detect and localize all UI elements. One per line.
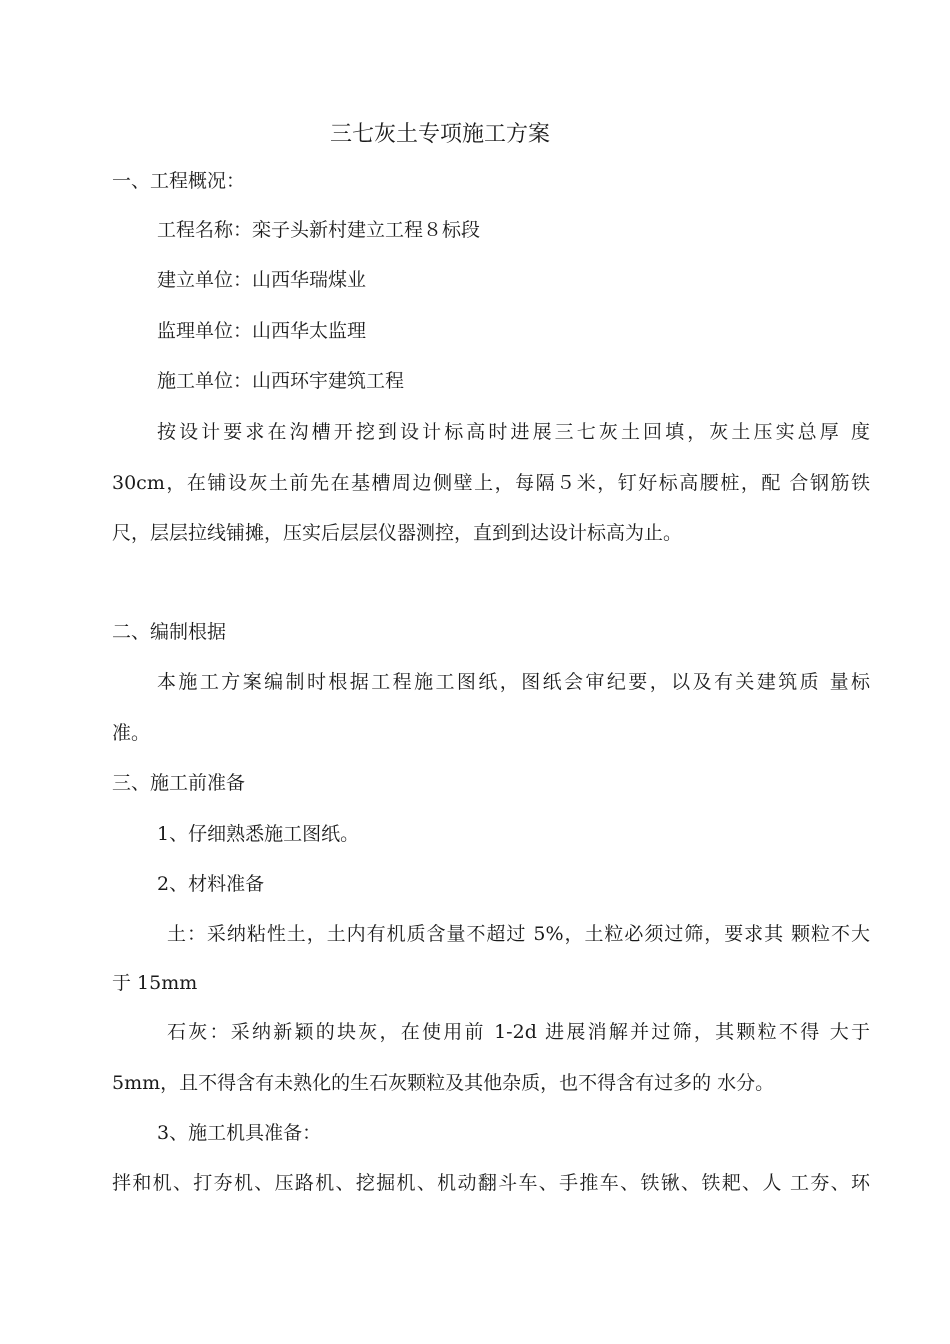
prep-item-2: 2、材料准备: [157, 873, 265, 895]
contractor-line: 施工单位：山西环宇建筑工程: [157, 370, 405, 392]
section-2-paragraph-line-2: 准。: [112, 722, 151, 744]
section-1-paragraph-line-3: 尺，层层拉线铺摊，压实后层层仪器测控，直到到达设计标高为止。: [112, 522, 683, 544]
section-2-paragraph-line-1: 本施工方案编制时根据工程施工图纸，图纸会审纪要，以及有关建筑质 量标: [157, 671, 870, 693]
soil-spec-line-1: 土：采纳粘性土，土内有机质含量不超过 5%，土粒必须过筛，要求其 颗粒不大: [167, 923, 870, 945]
section-1-heading: 一、工程概况：: [112, 170, 246, 192]
supervisor-line: 监理单位：山西华太监理: [157, 320, 367, 342]
prep-item-3: 3、施工机具准备：: [157, 1122, 322, 1144]
owner-line: 建立单位：山西华瑞煤业: [157, 269, 367, 291]
section-2-heading: 二、编制根据: [112, 621, 227, 643]
document-title: 三七灰土专项施工方案: [329, 122, 550, 147]
lime-spec-line-2: 5mm，且不得含有未熟化的生石灰颗粒及其他杂质，也不得含有过多的 水分。: [112, 1072, 775, 1094]
lime-spec-line-1: 石灰：采纳新颖的块灰，在使用前 1-2d 进展消解并过筛，其颗粒不得 大于: [167, 1021, 870, 1043]
section-1-paragraph-line-1: 按设计要求在沟槽开挖到设计标高时进展三七灰土回填，灰土压实总厚 度: [157, 421, 870, 443]
project-name-line: 工程名称：栾子头新村建立工程８标段: [157, 219, 481, 241]
soil-spec-line-2: 于 15mm: [112, 972, 198, 994]
tools-line-1: 拌和机、打夯机、压路机、挖掘机、机动翻斗车、手推车、铁锹、铁耙、人 工夯、环: [112, 1172, 870, 1194]
section-1-paragraph-line-2: 30cm，在铺设灰土前先在基槽周边侧壁上，每隔５米，钉好标高腰桩，配 合钢筋铁: [112, 472, 870, 494]
prep-item-1: 1、仔细熟悉施工图纸。: [157, 823, 360, 845]
section-3-heading: 三、施工前准备: [112, 772, 246, 794]
